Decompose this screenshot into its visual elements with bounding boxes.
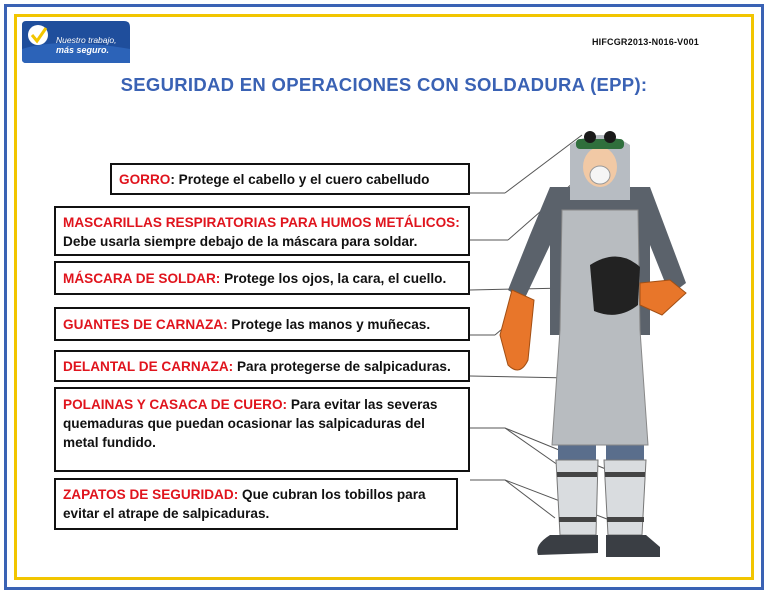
- desc: Que cubran los tobillos para evitar el atrape de salpicaduras.: [63, 487, 426, 521]
- desc: Protege las manos y muñecas.: [227, 317, 431, 332]
- label-guantes: [54, 307, 470, 341]
- document-code: HIFCGR2013-N016-V001: [591, 37, 699, 47]
- desc: Protege los ojos, la cara, el cuello.: [220, 271, 447, 286]
- term: ZAPATOS DE SEGURIDAD:: [63, 487, 239, 502]
- logo-text-1: Nuestro trabajo,: [56, 35, 117, 45]
- desc: Para protegerse de salpicaduras.: [233, 359, 451, 374]
- logo-text-2: más seguro.: [56, 45, 110, 55]
- page-title: SEGURIDAD EN OPERACIONES CON SOLDADURA (EPP):: [120, 74, 648, 95]
- label-zapatos: [54, 478, 458, 530]
- welder-illustration: [490, 115, 700, 570]
- term: POLAINAS Y CASACA DE CUERO:: [63, 397, 288, 412]
- term: MASCARILLAS RESPIRATORIAS PARA HUMOS METÁLICOS:: [63, 215, 460, 230]
- term: DELANTAL DE CARNAZA:: [63, 359, 234, 374]
- company-logo: [20, 19, 132, 65]
- desc: Debe usarla siempre debajo de la máscara para soldar.: [63, 234, 418, 249]
- desc: Protege el cabello y el cuero cabelludo: [174, 172, 430, 187]
- desc: Para evitar las severas quemaduras que puedan ocasionar las salpicaduras del metal fundido.: [63, 397, 438, 450]
- term: GUANTES DE CARNAZA:: [63, 317, 228, 332]
- term: GORRO: [119, 172, 171, 187]
- label-mascara-soldar: [54, 261, 470, 295]
- label-delantal: [54, 350, 470, 382]
- term: MÁSCARA DE SOLDAR:: [63, 271, 221, 286]
- label-mascarillas: [54, 206, 470, 256]
- term-sep: :: [170, 172, 175, 187]
- label-polainas: [54, 387, 470, 472]
- label-gorro: [110, 163, 470, 195]
